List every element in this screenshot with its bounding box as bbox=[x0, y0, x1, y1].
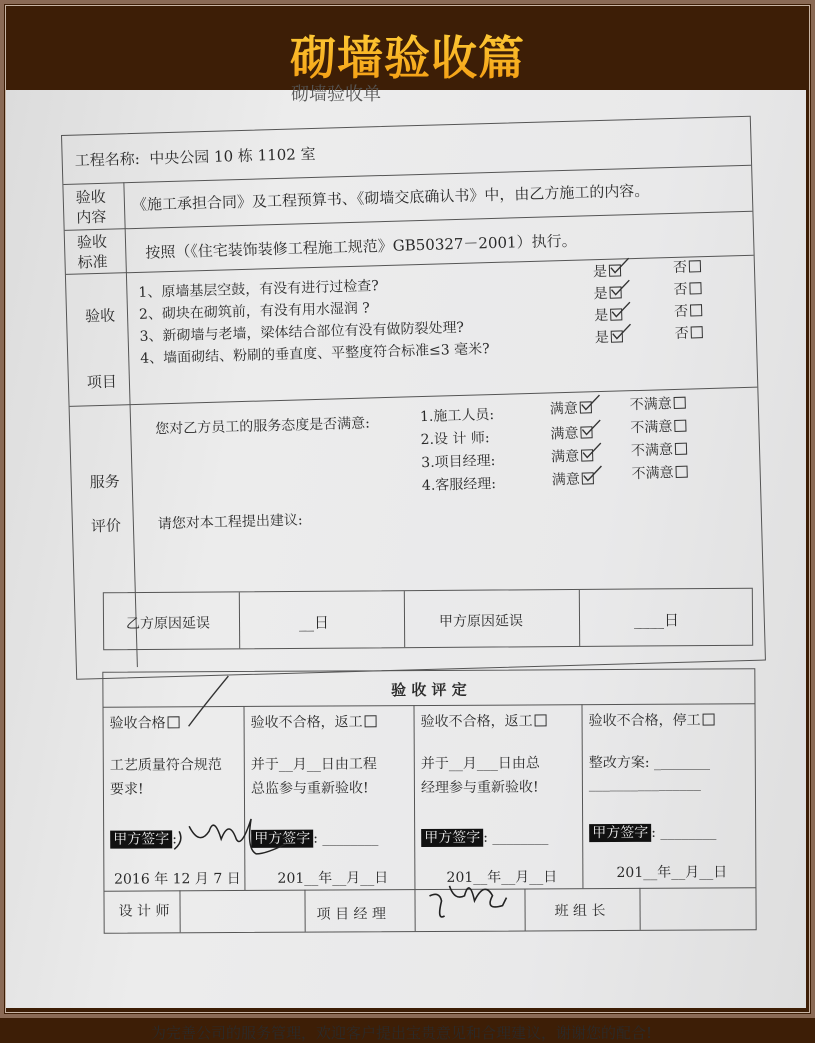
item-question: 4、墙面砌结、粉刷的垂直度、平整度符合标准≤3 毫米? bbox=[140, 341, 490, 367]
service-label: 评价 bbox=[90, 516, 122, 536]
items-label: 验收 bbox=[84, 306, 116, 326]
pm-label: 项 目 经 理 bbox=[316, 906, 386, 923]
unsatisfied-label: 不满意 bbox=[631, 465, 674, 483]
yes-label: 是 bbox=[593, 285, 608, 303]
project-label: 工程名称: bbox=[74, 149, 141, 170]
item-question: 3、新砌墙与老墙，梁体结合部位有没有做防裂处理? bbox=[139, 319, 465, 345]
evaluation-checkbox[interactable] bbox=[365, 715, 377, 727]
yes-option[interactable] bbox=[595, 326, 624, 347]
evaluation-head: 验收不合格，返工 bbox=[250, 714, 363, 731]
yes-option[interactable] bbox=[594, 304, 623, 325]
signature-label: 甲方签字 bbox=[589, 824, 651, 842]
unsatisfied-label: 不满意 bbox=[630, 419, 673, 437]
evaluation-text: 要求! bbox=[109, 781, 144, 798]
satisfied-option[interactable] bbox=[552, 468, 595, 489]
satisfied-label: 满意 bbox=[551, 471, 581, 489]
role-label: 1.施工人员: bbox=[419, 407, 495, 426]
satisfied-checkbox-checked[interactable] bbox=[580, 426, 592, 438]
evaluation-column bbox=[413, 704, 582, 889]
project-name: 中央公园 10 栋 1102 室 bbox=[149, 144, 316, 168]
signature-date: 201__年__月__日 bbox=[446, 869, 558, 886]
satisfied-option[interactable] bbox=[550, 422, 593, 443]
suggestion-label: 请您对本工程提出建议: bbox=[157, 512, 303, 533]
no-checkbox[interactable] bbox=[690, 304, 702, 316]
no-checkbox[interactable] bbox=[689, 282, 701, 294]
item-question: 1、原墙基层空鼓，有没有进行过检查? bbox=[138, 278, 379, 301]
evaluation-option[interactable] bbox=[251, 711, 414, 732]
evaluation-option[interactable] bbox=[589, 709, 754, 730]
unsatisfied-checkbox[interactable] bbox=[675, 443, 687, 455]
satisfied-option[interactable] bbox=[550, 397, 593, 418]
no-label: 否 bbox=[673, 303, 689, 320]
banner bbox=[6, 6, 809, 90]
no-option[interactable] bbox=[674, 300, 703, 321]
role-label: 4.客服经理: bbox=[421, 475, 497, 495]
a-delay-value[interactable]: ____日 bbox=[633, 611, 680, 630]
satisfied-label: 满意 bbox=[549, 400, 579, 418]
signature-blank: : bbox=[172, 831, 177, 848]
signature-label: 甲方签字 bbox=[421, 829, 483, 847]
acceptance-form bbox=[6, 84, 806, 1042]
yes-checkbox-checked[interactable] bbox=[609, 286, 621, 298]
evaluation-head: 验收不合格，返工 bbox=[420, 713, 533, 731]
content-text: 《施工承担合同》及工程预算书、《砌墙交底确认书》中，由乙方施工的内容。 bbox=[131, 181, 650, 215]
satisfied-label: 满意 bbox=[550, 448, 580, 466]
satisfied-option[interactable] bbox=[551, 445, 594, 466]
role-label: 2.设 计 师: bbox=[420, 430, 490, 449]
no-label: 否 bbox=[672, 259, 688, 276]
yes-checkbox-checked[interactable] bbox=[609, 264, 621, 276]
evaluation-head: 验收合格 bbox=[109, 715, 166, 732]
evaluation-text: 整改方案: ________ bbox=[588, 754, 711, 772]
unsatisfied-checkbox[interactable] bbox=[674, 420, 686, 432]
signature-label: 甲方签字 bbox=[110, 830, 172, 848]
unsatisfied-checkbox[interactable] bbox=[674, 397, 686, 409]
evaluation-title: 验 收 评 定 bbox=[391, 680, 467, 700]
evaluation-column bbox=[581, 703, 754, 888]
evaluation-text: 并于__月___日由总 bbox=[420, 755, 540, 773]
footer-note: 为完善公司的服务管理，欢迎客户提出宝贵意见和合理建议，谢谢您的配合! bbox=[151, 1024, 653, 1042]
yes-label: 是 bbox=[592, 263, 608, 281]
pm-signature bbox=[424, 876, 524, 927]
item-question: 2、砌块在砌筑前，有没有用水湿润 ? bbox=[138, 300, 371, 323]
signature-date: 201__年__月__日 bbox=[277, 870, 389, 887]
unsatisfied-option[interactable] bbox=[631, 462, 688, 484]
yes-label: 是 bbox=[594, 307, 609, 325]
b-delay-label: 乙方原因延误 bbox=[125, 615, 211, 633]
unsatisfied-label: 不满意 bbox=[629, 396, 672, 414]
yes-option[interactable] bbox=[593, 282, 622, 303]
banner-title: 砌墙验收篇 bbox=[290, 22, 525, 88]
no-option[interactable] bbox=[674, 322, 703, 343]
signature-date: 2016 年 12 月 7 日 bbox=[114, 870, 241, 888]
form-title: 砌墙验收单 bbox=[291, 84, 381, 105]
standard-label: 验收 bbox=[76, 232, 108, 252]
evaluation-text: 经理参与重新验收! bbox=[420, 779, 539, 797]
service-label: 服务 bbox=[89, 472, 120, 492]
satisfied-label: 满意 bbox=[550, 425, 579, 443]
standard-label: 标准 bbox=[77, 252, 108, 272]
unsatisfied-option[interactable] bbox=[629, 393, 686, 415]
standard-text: 按照（《住宅装饰装修工程施工规范》GB50327－2001）执行。 bbox=[145, 231, 577, 262]
unsatisfied-checkbox[interactable] bbox=[675, 466, 687, 478]
yes-checkbox-checked[interactable] bbox=[610, 308, 622, 320]
evaluation-text: 工艺质量符合规范 bbox=[109, 757, 222, 774]
evaluation-text: 并于__月__日由工程 bbox=[250, 756, 377, 773]
signature-blank: : ________ bbox=[313, 830, 379, 847]
unsatisfied-option[interactable] bbox=[631, 439, 688, 461]
yes-checkbox-checked[interactable] bbox=[611, 330, 623, 342]
items-label: 项目 bbox=[86, 372, 118, 392]
content-label: 内容 bbox=[76, 207, 107, 227]
designer-label: 设 计 师 bbox=[118, 903, 170, 920]
b-delay-value[interactable]: __日 bbox=[298, 613, 330, 632]
satisfied-checkbox-checked[interactable] bbox=[581, 449, 593, 461]
role-label: 3.项目经理: bbox=[421, 453, 496, 472]
evaluation-text: ________________ bbox=[588, 775, 701, 793]
signature-blank: : ________ bbox=[651, 824, 717, 841]
yes-label: 是 bbox=[594, 329, 610, 347]
unsatisfied-label: 不满意 bbox=[630, 442, 674, 460]
evaluation-table bbox=[102, 668, 756, 933]
evaluation-head: 验收不合格，停工 bbox=[588, 712, 701, 730]
no-label: 否 bbox=[674, 325, 690, 342]
client-signature bbox=[174, 816, 294, 867]
signature-label: 甲方签字 bbox=[251, 830, 313, 848]
yes-option[interactable] bbox=[593, 260, 622, 281]
service-question: 您对乙方员工的服务态度是否满意: bbox=[155, 415, 371, 438]
delay-table bbox=[103, 588, 753, 651]
evaluation-checkbox[interactable] bbox=[703, 714, 715, 726]
signature-date: 201__年__月__日 bbox=[616, 864, 728, 882]
evaluation-option[interactable] bbox=[421, 710, 582, 731]
evaluation-checkbox[interactable] bbox=[535, 714, 547, 726]
unsatisfied-option[interactable] bbox=[630, 416, 687, 438]
no-label: 否 bbox=[673, 281, 688, 298]
signature-blank: : ________ bbox=[483, 829, 549, 846]
no-checkbox[interactable] bbox=[691, 326, 703, 338]
evaluation-text: 总监参与重新验收! bbox=[250, 780, 369, 797]
pass-checkmark bbox=[173, 676, 233, 736]
content-label: 验收 bbox=[75, 187, 107, 207]
satisfied-checkbox-checked[interactable] bbox=[582, 472, 594, 484]
no-checkbox[interactable] bbox=[689, 260, 701, 272]
a-delay-label: 甲方原因延误 bbox=[438, 613, 524, 630]
leader-label: 班 组 长 bbox=[554, 903, 606, 920]
no-option[interactable] bbox=[673, 278, 702, 299]
satisfied-checkbox-checked[interactable] bbox=[580, 401, 592, 413]
no-option[interactable] bbox=[673, 256, 702, 277]
